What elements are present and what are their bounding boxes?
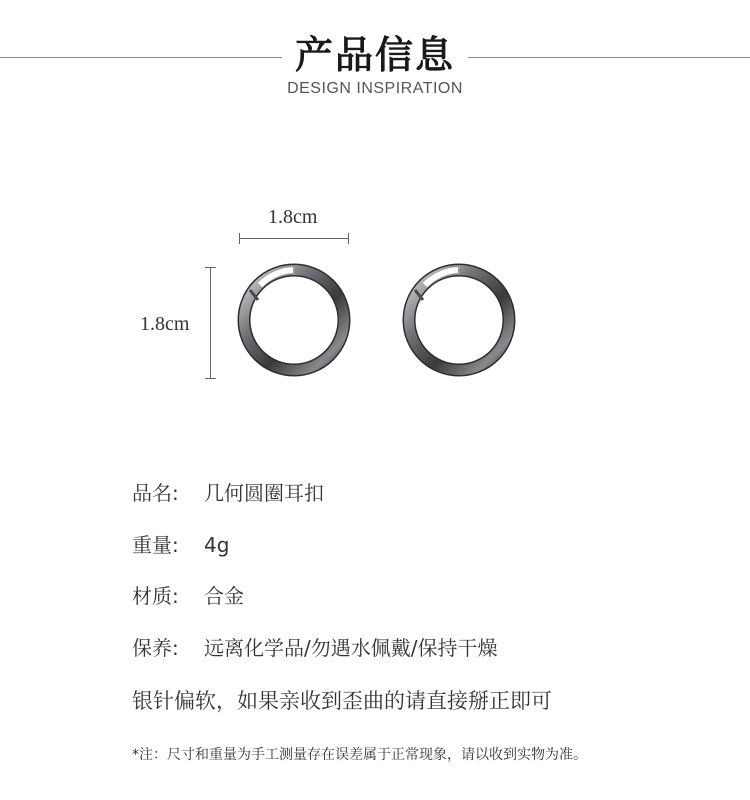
width-dimension-line — [239, 238, 349, 239]
spec-row-name — [132, 477, 324, 506]
spec-row-weight — [132, 529, 229, 558]
page-subtitle: DESIGN INSPIRATION — [287, 80, 463, 97]
width-dimension-label: 1.8cm — [268, 206, 318, 228]
left-hoop — [244, 266, 344, 370]
spec-row-material — [132, 580, 244, 609]
spec-key: 品名: — [132, 481, 179, 505]
spec-value: 远离化学品/勿遇水佩戴/保持干燥 — [204, 636, 498, 660]
hoop-earrings-icon — [230, 255, 530, 390]
spec-value: 4g — [204, 533, 230, 557]
care-remark: 银针偏软，如果亲收到歪曲的请直接掰正即可 — [132, 689, 552, 713]
measurement-note: *注：尺寸和重量为手工测量存在误差属于正常现象，请以收到实物为准。 — [132, 747, 587, 763]
spec-value: 合金 — [204, 584, 244, 608]
right-hoop — [409, 266, 509, 370]
spec-key: 材质: — [132, 584, 179, 608]
spec-key: 重量: — [132, 533, 179, 557]
spec-value: 几何圆圈耳扣 — [204, 481, 324, 505]
page-title: 产品信息 — [294, 33, 455, 77]
height-dimension-label: 1.8cm — [140, 313, 190, 335]
height-dimension-line — [210, 267, 211, 379]
spec-row-care — [132, 632, 497, 661]
spec-key: 保养: — [132, 636, 179, 660]
